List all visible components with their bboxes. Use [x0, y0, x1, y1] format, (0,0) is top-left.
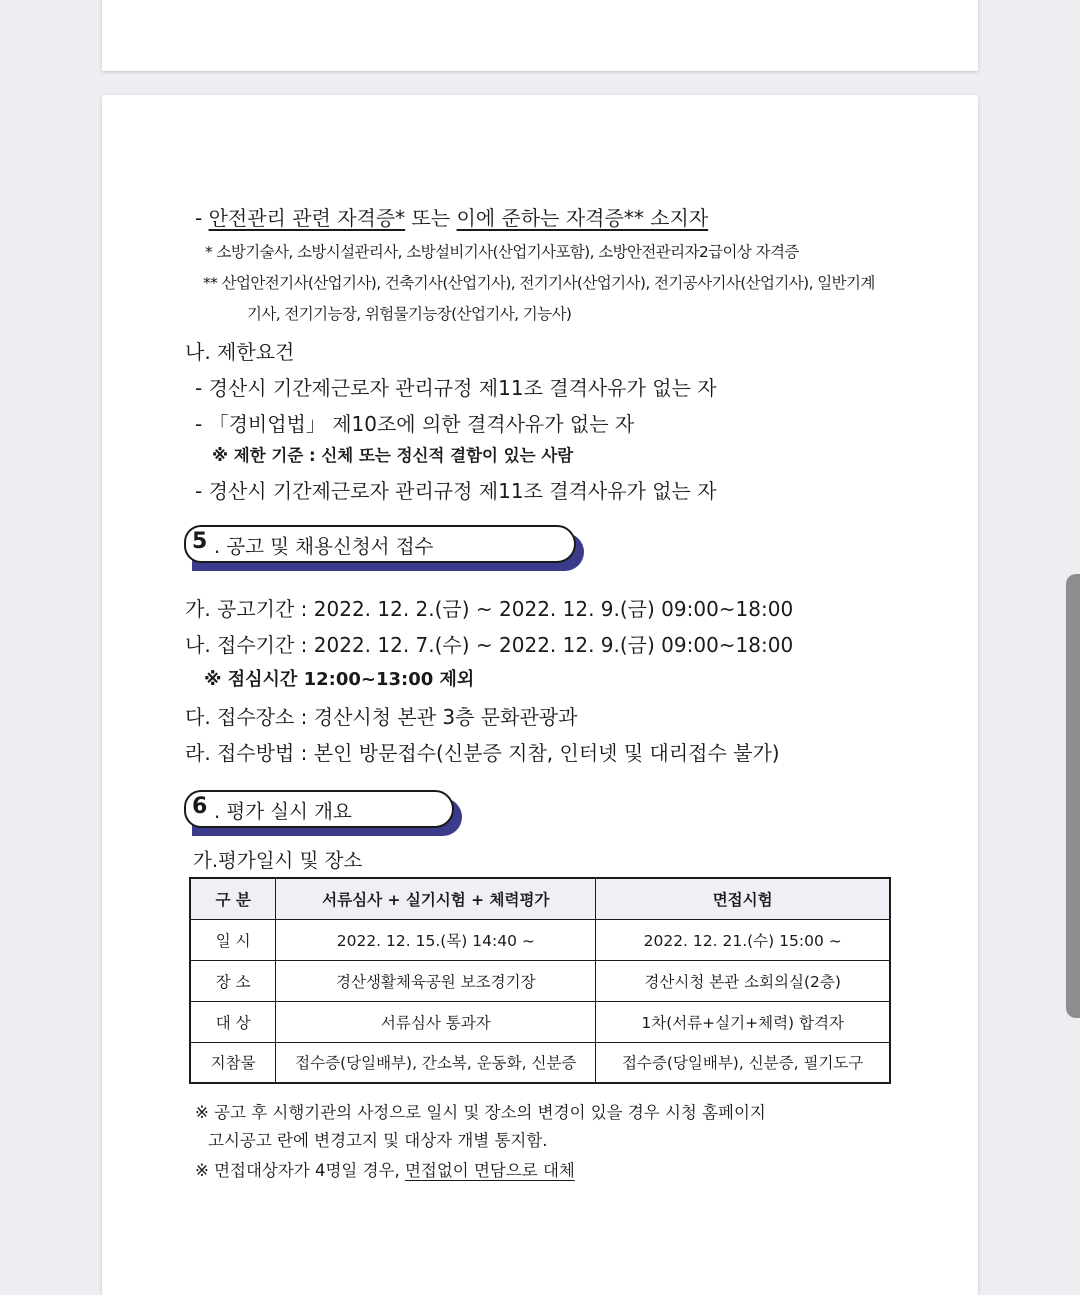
restriction-item-3: - 경산시 기간제근로자 관리규정 제11조 결격사유가 없는 자: [195, 479, 717, 503]
lunch-exclusion-note: ※ 점심시간 12:00~13:00 제외: [204, 669, 475, 690]
interview-note-underlined: 면접없이 면담으로 대체: [404, 1161, 575, 1180]
table-cell: 서류심사 통과자: [276, 1001, 596, 1042]
interview-replacement-note: [195, 1157, 575, 1181]
table-cell: 일 시: [190, 919, 276, 960]
table-row: [190, 1001, 890, 1042]
section-5-header: [184, 525, 576, 563]
scrollbar-thumb[interactable]: [1066, 574, 1080, 1018]
restriction-item-1: - 경산시 기간제근로자 관리규정 제11조 결격사유가 없는 자: [195, 376, 717, 400]
application-method: 라. 접수방법 : 본인 방문접수(신분증 지참, 인터넷 및 대리접수 불가): [185, 741, 780, 765]
previous-page: [102, 0, 978, 71]
table-cell: 지참물: [190, 1042, 276, 1083]
table-header-cell: 서류심사 + 실기시험 + 체력평가: [276, 878, 596, 919]
license-note-2: ** 산업안전기사(산업기사), 건축기사(산업기사), 전기기사(산업기사), 전기공사기사(산업기사), 일반기계: [203, 274, 875, 292]
section-6-number: 6: [192, 794, 208, 819]
restriction-item-2: - 「경비업법」 제10조에 의한 결격사유가 없는 자: [195, 412, 635, 436]
table-row: [190, 1042, 890, 1083]
interview-note-prefix: ※ 면접대상자가 4명일 경우,: [195, 1161, 405, 1180]
table-cell: 대 상: [190, 1001, 276, 1042]
table-cell: 접수증(당일배부), 간소복, 운동화, 신분증: [276, 1042, 596, 1083]
section-6-title: . 평가 실시 개요: [214, 800, 352, 823]
section-6-header: [184, 790, 454, 828]
evaluation-subheading: 가.평가일시 및 장소: [193, 849, 363, 872]
application-period: 나. 접수기간 : 2022. 12. 7.(수) ~ 2022. 12. 9.(금) 09:00~18:00: [185, 633, 794, 657]
table-cell: 2022. 12. 21.(수) 15:00 ~: [596, 919, 890, 960]
change-notice: ※ 공고 후 시행기관의 사정으로 일시 및 장소의 변경이 있을 경우 시청 홈페이지: [195, 1103, 766, 1122]
license-note-1: * 소방기술사, 소방시설관리사, 소방설비기사(산업기사포함), 소방안전관리자2급이상 자격증: [205, 243, 799, 261]
table-header-cell: 구 분: [190, 878, 276, 919]
table-cell: 2022. 12. 15.(목) 14:40 ~: [276, 919, 596, 960]
table-cell: 장 소: [190, 960, 276, 1001]
bullet-prefix: -: [195, 206, 209, 230]
license-part1: 안전관리 관련 자격증*: [208, 206, 406, 230]
license-connector: 또는: [405, 206, 457, 230]
evaluation-table: [189, 877, 891, 1084]
table-row: [190, 919, 890, 960]
restrictions-heading: 나. 제한요건: [185, 340, 295, 364]
license-note-2-continued: 기사, 전기기능장, 위험물기능장(산업기사, 기능사): [247, 305, 572, 323]
license-requirement-line: [195, 202, 708, 231]
section-5-title: . 공고 및 채용신청서 접수: [214, 535, 434, 558]
table-cell: 접수증(당일배부), 신분증, 필기도구: [596, 1042, 890, 1083]
table-cell: 1차(서류+실기+체력) 합격자: [596, 1001, 890, 1042]
posting-period: 가. 공고기간 : 2022. 12. 2.(금) ~ 2022. 12. 9.(금) 09:00~18:00: [185, 597, 794, 621]
license-part2: 이에 준하는 자격증** 소지자: [456, 206, 709, 230]
table-cell: 경산생활체육공원 보조경기장: [276, 960, 596, 1001]
section-5-number: 5: [192, 529, 208, 554]
application-place: 다. 접수장소 : 경산시청 본관 3층 문화관광과: [185, 705, 578, 729]
table-header-row: [190, 878, 890, 919]
table-cell: 경산시청 본관 소회의실(2층): [596, 960, 890, 1001]
table-header-cell: 면접시험: [596, 878, 890, 919]
restriction-note: ※ 제한 기준 : 신체 또는 정신적 결함이 있는 사람: [212, 446, 574, 465]
table-row: [190, 960, 890, 1001]
change-notice-continued: 고시공고 란에 변경고지 및 대상자 개별 통지함.: [208, 1131, 548, 1150]
